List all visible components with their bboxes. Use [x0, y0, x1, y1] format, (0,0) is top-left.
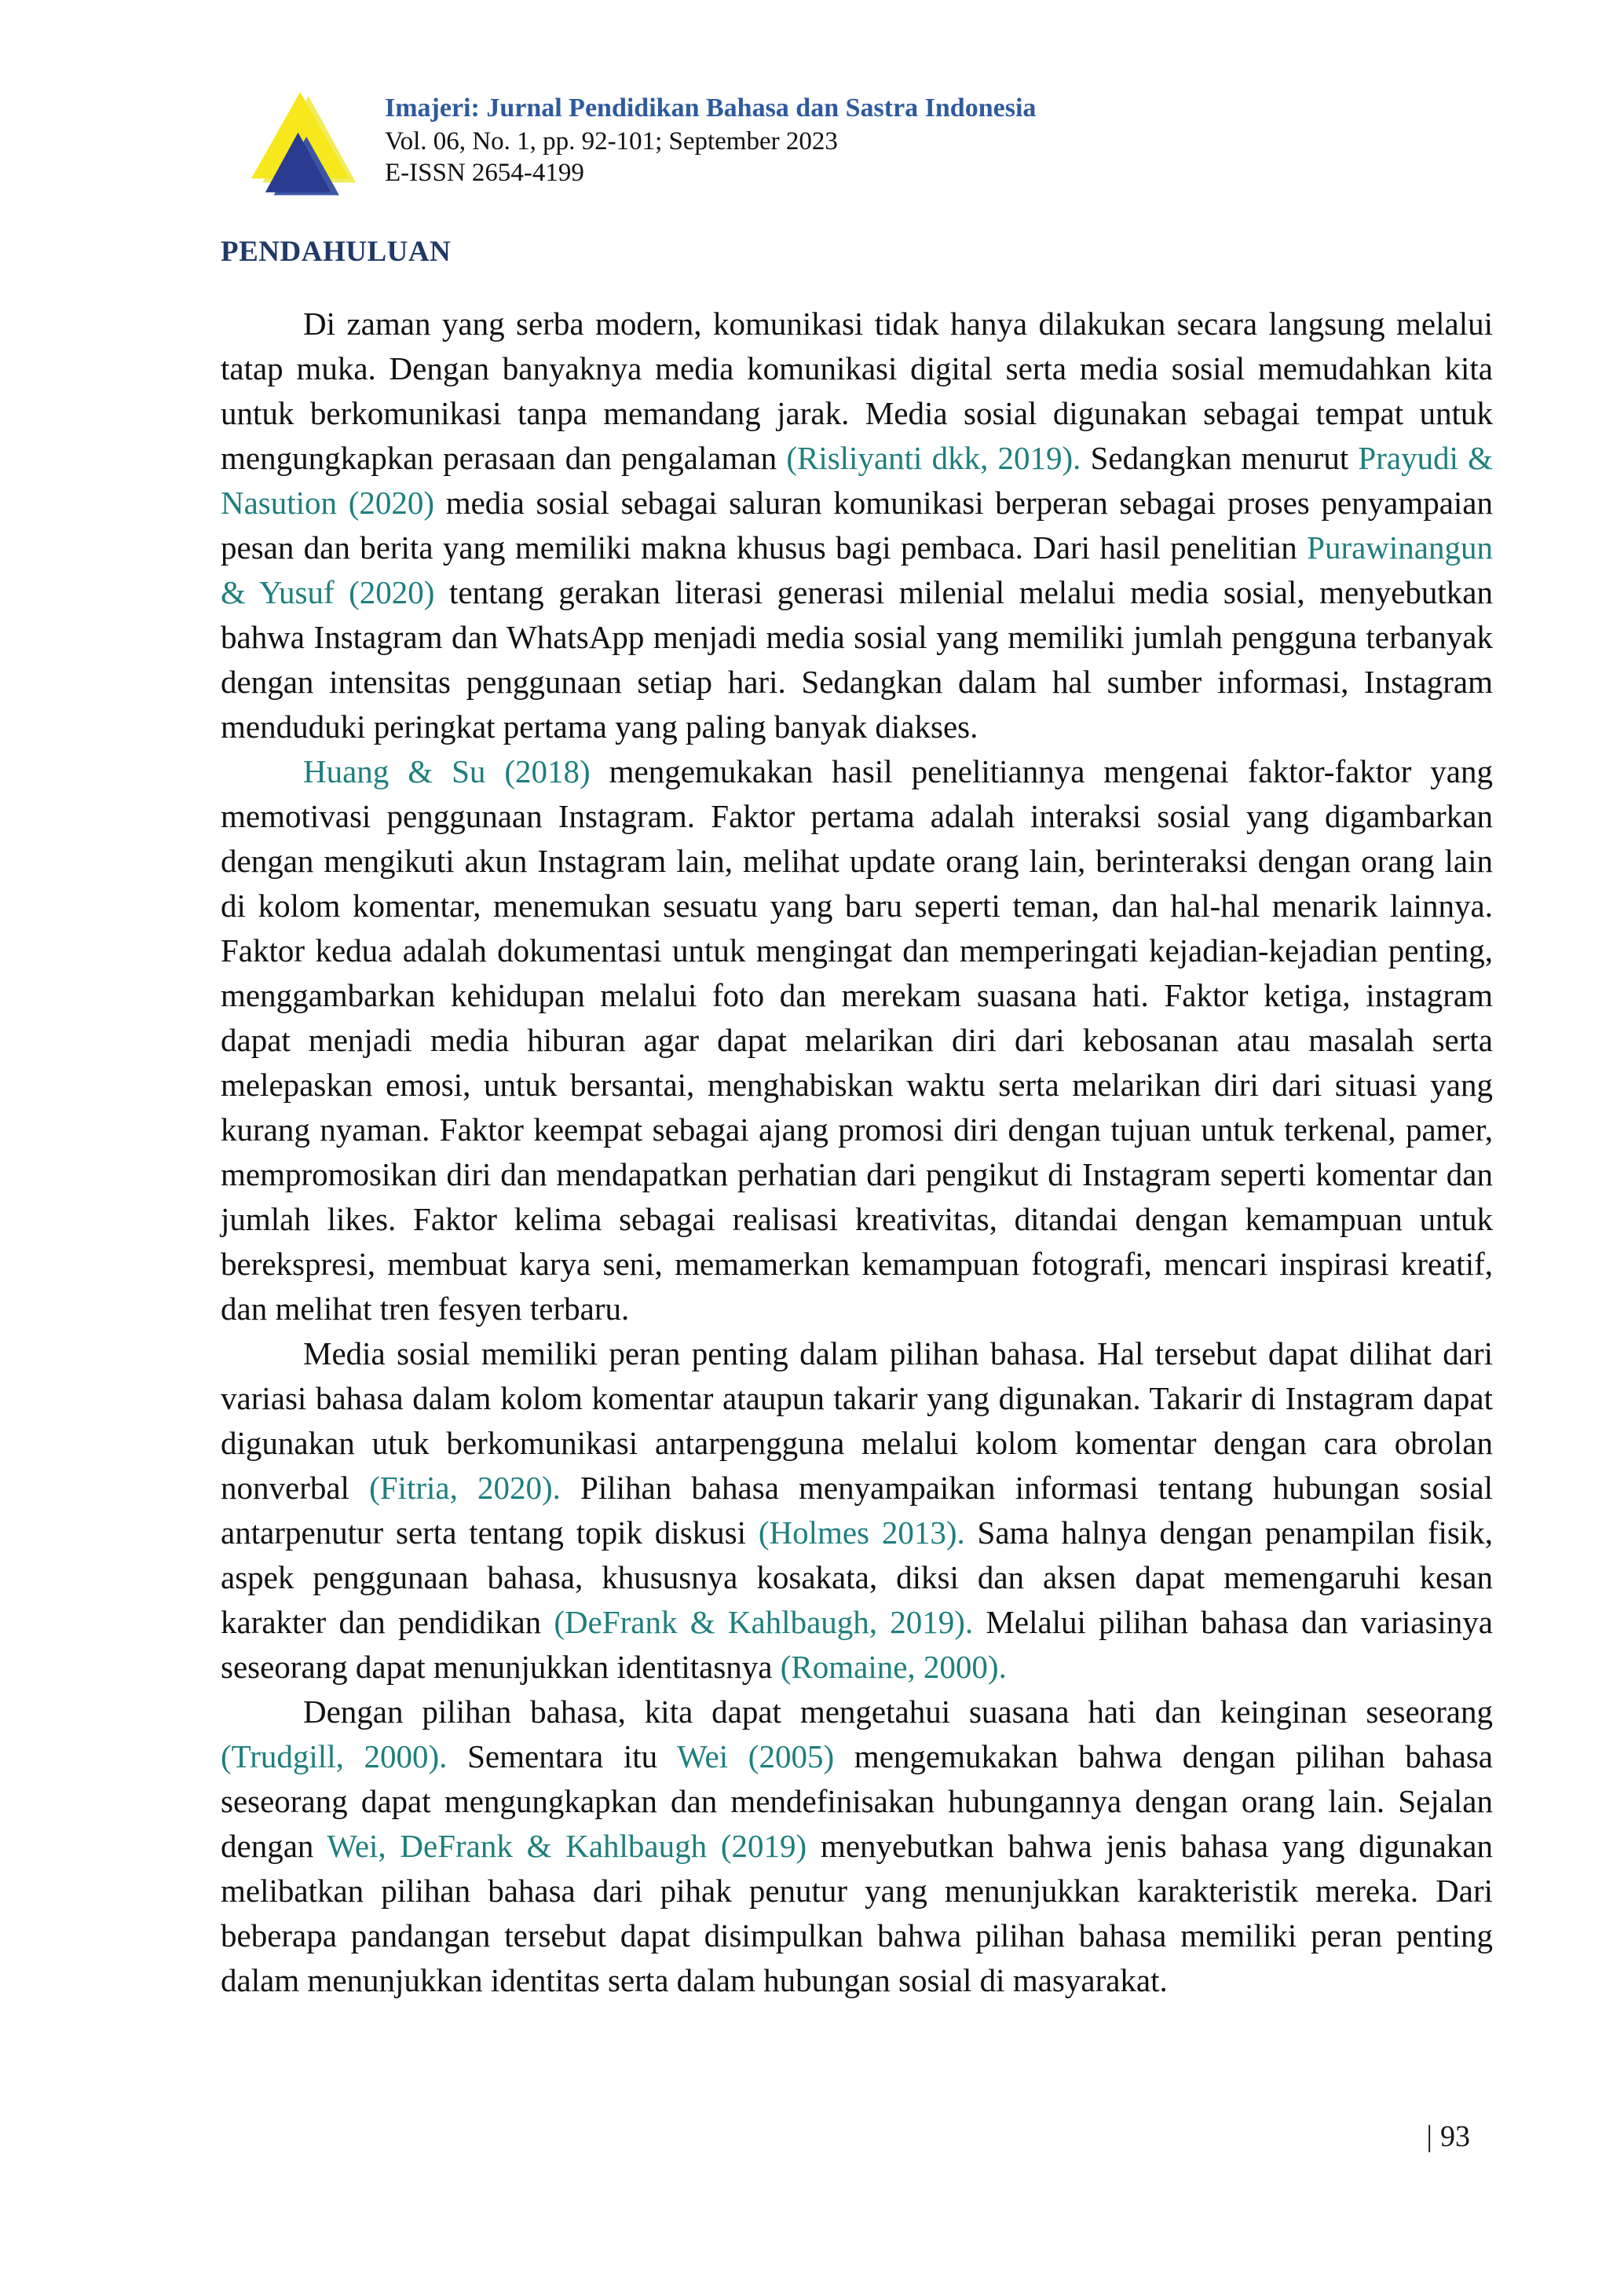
- journal-issn-line: E-ISSN 2654-4199: [385, 159, 584, 187]
- citation-link[interactable]: (DeFrank & Kahlbaugh, 2019).: [554, 1604, 974, 1640]
- page-number-separator: |: [1426, 2120, 1432, 2153]
- citation-link[interactable]: Prayudi & Nasution (2020): [221, 440, 1494, 521]
- journal-header: [242, 86, 1036, 198]
- journal-logo-icon: [242, 86, 361, 198]
- text-run: Sementara itu: [447, 1738, 678, 1774]
- section-heading: PENDAHULUAN: [221, 236, 452, 268]
- text-run: Di zaman yang serba modern, komunikasi tidak hanya dilakukan secara langsung melalui tatap muka. Dengan banyaknya media komunikasi digital serta media sosial memudahkan kita untuk berkomunikasi tanpa memandang jarak. Media sosial digunakan sebagai tempat untuk mengungkapkan perasaan dan pengalaman: [221, 306, 1493, 476]
- journal-header-text: [385, 86, 1036, 189]
- citation-link[interactable]: (Romaine, 2000).: [780, 1649, 1007, 1685]
- text-run: Pilihan bahasa menyampaikan informasi tentang hubungan sosial antarpenutur serta tentang topik diskusi: [221, 1470, 1493, 1551]
- citation-link[interactable]: (Trudgill, 2000).: [221, 1738, 448, 1774]
- citation-link[interactable]: (Fitria, 2020).: [369, 1470, 561, 1506]
- text-run: Sama halnya dengan penampilan fisik, aspek penggunaan bahasa, khususnya kosakata, diksi dan aksen dapat memengaruhi kesan karakter dan pendidikan: [221, 1514, 1493, 1640]
- citation-link[interactable]: Wei, DeFrank & Kahlbaugh (2019): [327, 1828, 807, 1864]
- citation-link[interactable]: Wei (2005): [677, 1738, 835, 1774]
- text-run: Melalui pilihan bahasa dan variasinya seseorang dapat menunjukkan identitasnya: [221, 1604, 1493, 1685]
- article-body: [221, 233, 1493, 2003]
- text-run: tentang gerakan literasi generasi milenial melalui media sosial, menyebutkan bahwa Instagram dan WhatsApp menjadi media sosial yang memiliki jumlah pengguna terbanyak dengan intensitas penggunaan setiap hari. Sedangkan dalam hal sumber informasi, Instagram menduduki peringkat pertama yang paling banyak diakses.: [221, 574, 1493, 745]
- paragraph: [221, 302, 1493, 749]
- text-run: mengemukakan hasil penelitiannya mengenai faktor-faktor yang memotivasi penggunaan Instagram. Faktor pertama adalah interaksi sosial yang digambarkan dengan mengikuti akun Instagram lain, melihat update orang lain, berinteraksi dengan orang lain di kolom komentar, menemukan sesuatu yang baru seperti teman, dan hal-hal menarik lainnya. Faktor kedua adalah dokumentasi untuk mengingat dan memperingati kejadian-kejadian penting, menggambarkan kehidupan melalui foto dan merekam suasana hati. Faktor ketiga, instagram dapat menjadi media hiburan agar dapat melarikan diri dari kebosanan atau masalah serta melepaskan emosi, untuk bersantai, menghabiskan waktu serta melarikan diri dari situasi yang kurang nyaman. Faktor keempat sebagai ajang promosi diri dengan tujuan untuk terkenal, pamer, mempromosikan diri dan mendapatkan perhatian dari pengikut di Instagram seperti komentar dan jumlah likes. Faktor kelima sebagai realisasi kreativitas, ditandai dengan kemampuan untuk berekspresi, membuat karya seni, memamerkan kemampuan fotografi, mencari inspirasi kreatif, dan melihat tren fesyen terbaru.: [221, 753, 1493, 1327]
- paragraph: [221, 749, 1493, 1331]
- page-number-value: 93: [1440, 2120, 1470, 2153]
- citation-link[interactable]: Purawinangun & Yusuf (2020): [221, 529, 1493, 610]
- text-run: Dengan pilihan bahasa, kita dapat mengetahui suasana hati dan keinginan seseorang: [303, 1694, 1493, 1730]
- citation-link[interactable]: (Risliyanti dkk, 2019).: [786, 440, 1081, 476]
- text-run: mengemukakan bahwa dengan pilihan bahasa seseorang dapat mengungkapkan dan mendefinisakan hubungannya dengan orang lain. Sejalan dengan: [221, 1738, 1493, 1864]
- citation-link[interactable]: Huang & Su (2018): [303, 753, 591, 789]
- text-run: menyebutkan bahwa jenis bahasa yang digunakan melibatkan pilihan bahasa dari pihak penutur yang menunjukkan karakteristik mereka. Dari beberapa pandangan tersebut dapat disimpulkan bahwa pilihan bahasa memiliki peran penting dalam menunjukkan identitas serta dalam hubungan sosial di masyarakat.: [221, 1828, 1493, 1998]
- citation-link[interactable]: (Holmes 2013).: [758, 1514, 965, 1551]
- text-run: media sosial sebagai saluran komunikasi berperan sebagai proses penyampaian pesan dan berita yang memiliki makna khusus bagi pembaca. Dari hasil penelitian: [221, 485, 1493, 566]
- journal-title: Imajeri: Jurnal Pendidikan Bahasa dan Sastra Indonesia: [385, 93, 1037, 123]
- paragraph: [221, 1331, 1493, 1690]
- paragraphs-container: [221, 302, 1493, 2003]
- paragraph: [221, 1690, 1493, 2003]
- journal-volume-line: Vol. 06, No. 1, pp. 92-101; September 2023: [385, 127, 838, 156]
- text-run: Media sosial memiliki peran penting dalam pilihan bahasa. Hal tersebut dapat dilihat dari variasi bahasa dalam kolom komentar ataupun takarir yang digunakan. Takarir di Instagram dapat digunakan utuk berkomunikasi antarpengguna melalui kolom komentar dengan cara obrolan nonverbal: [221, 1335, 1493, 1506]
- page-number: [221, 2119, 1470, 2154]
- text-run: Sedangkan menurut: [1081, 440, 1359, 476]
